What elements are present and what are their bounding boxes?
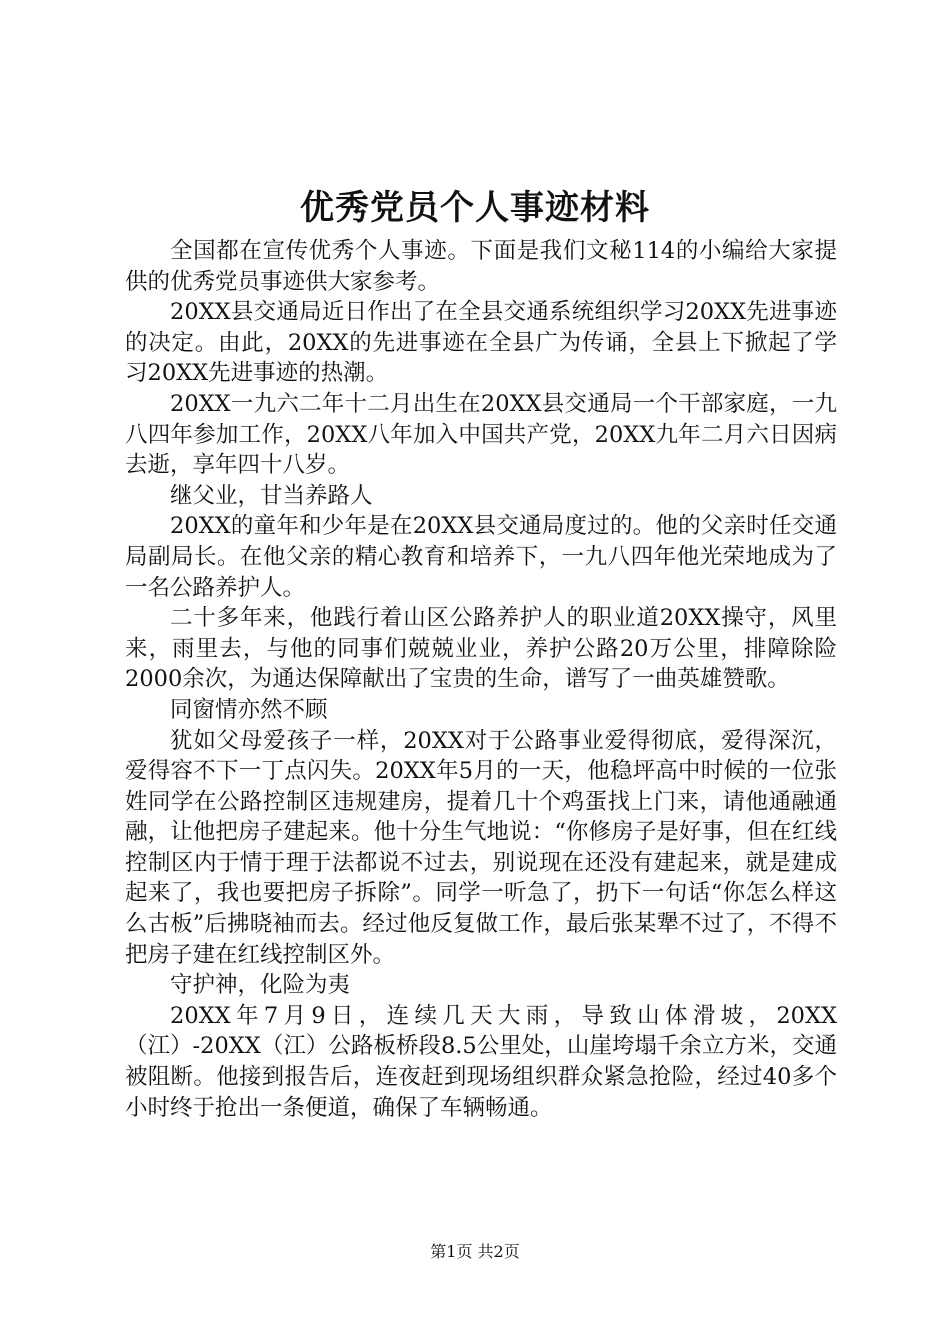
paragraph: 20XX县交通局近日作出了在全县交通系统组织学习20XX先进事迹的决定。由此，20XX的先进事迹在全县广为传诵，全县上下掀起了学习20XX先进事迹的热潮。: [125, 299, 837, 387]
page-number-footer: 第1页 共2页: [430, 1242, 520, 1261]
paragraph-intro: 全国都在宣传优秀个人事迹。下面是我们文秘114的小编给大家提供的优秀党员事迹供大家参考。: [125, 238, 837, 295]
paragraph: 二十多年来，他践行着山区公路养护人的职业道20XX操守，风里来，雨里去，与他的同事们兢兢业业，养护公路20万公里，排障除险2000余次，为通达保障献出了宝贵的生命，谱写了一曲英雄赞歌。: [125, 605, 837, 693]
section-heading: 守护神，化险为夷: [170, 972, 351, 999]
paragraph: 犹如父母爱孩子一样，20XX对于公路事业爱得彻底，爱得深沉，爱得容不下一丁点闪失。20XX年5月的一天，他稳坪高中时候的一位张姓同学在公路控制区违规建房，提着几十个鸡蛋找上门来，请他通融通融，让他把房子建起来。他十分生气地说：“你修房子是好事，但在红线控制区内于情于理于法都说不过去，别说现在还没有建起来，就是建成起来了，我也要把房子拆除”。同学一听急了，扔下一句话“你怎么样这么古板”后拂晓袖而去。经过他反复做工作，最后张某犟不过了，不得不把房子建在红线控制区外。: [125, 727, 837, 968]
document-title: 优秀党员个人事迹材料: [300, 188, 650, 228]
paragraph: 20XX年7月9日，连续几天大雨，导致山体滑坡，20XX（江）-20XX（江）公路板桥段8.5公里处，山崖垮塌千余立方米，交通被阻断。他接到报告后，连夜赶到现场组织群众紧急抢险，经过40多个小时终于抢出一条便道，确保了车辆畅通。: [125, 1002, 837, 1121]
paragraph: 20XX的童年和少年是在20XX县交通局度过的。他的父亲时任交通局副局长。在他父亲的精心教育和培养下，一九八四年他光荣地成为了一名公路养护人。: [125, 513, 837, 601]
document-body: [125, 236, 837, 1123]
paragraph: 20XX一九六二年十二月出生在20XX县交通局一个干部家庭，一九八四年参加工作，20XX八年加入中国共产党，20XX九年二月六日因病去逝，享年四十八岁。: [125, 390, 837, 479]
section-heading: 继父业，甘当养路人: [170, 482, 373, 509]
section-heading: 同窗情亦然不顾: [170, 696, 328, 723]
